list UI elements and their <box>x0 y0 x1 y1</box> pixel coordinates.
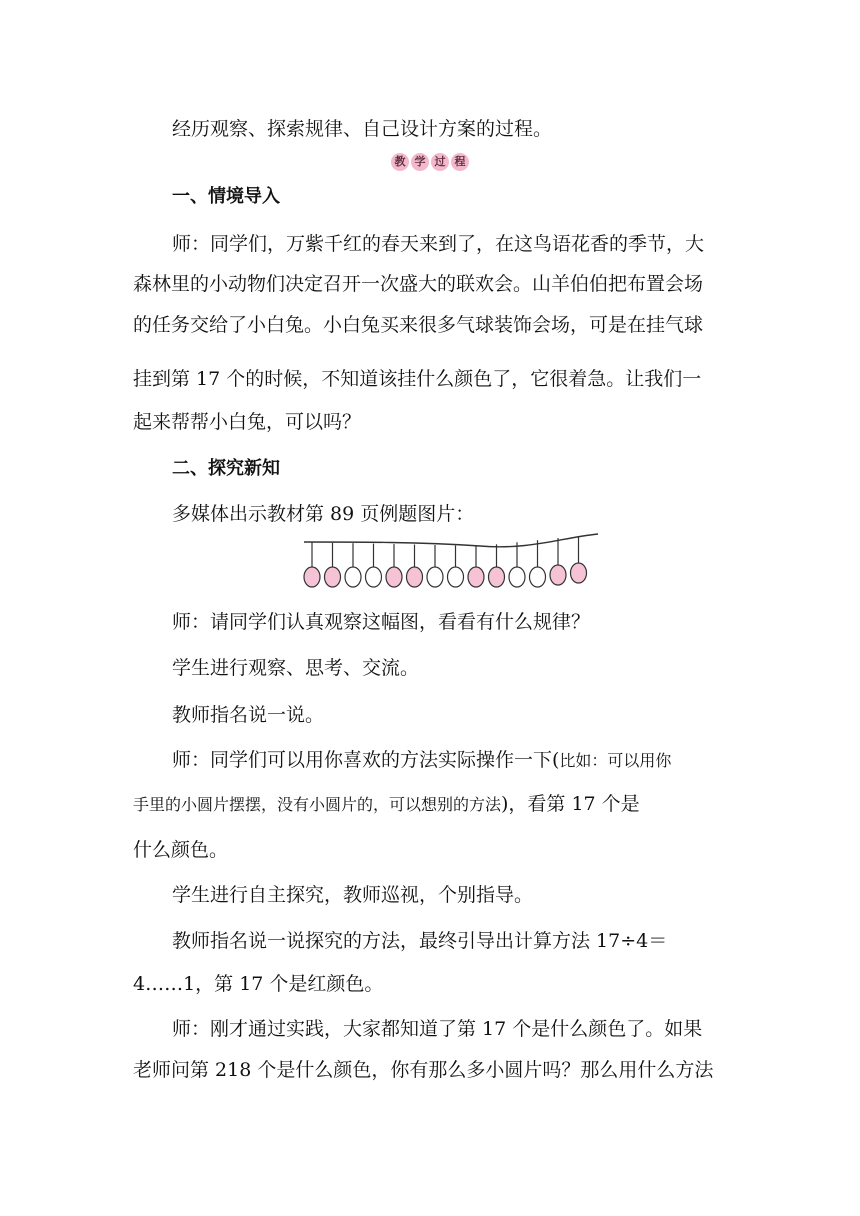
paragraph-line: 什么颜色。 <box>133 839 229 861</box>
paragraph-line <box>133 792 733 817</box>
balloon-pink <box>489 567 505 587</box>
balloon-figure <box>300 530 600 598</box>
paragraph-line: 多媒体出示教材第 89 页例题图片： <box>172 503 475 525</box>
intro-line: 经历观察、探索规律、自己设计方案的过程。 <box>172 118 553 140</box>
badge-char: 程 <box>451 153 469 171</box>
section-badge <box>0 150 860 171</box>
text-run: 师：同学们可以用你喜欢的方法实际操作一下( <box>172 749 560 771</box>
paragraph-line: 4……1，第 17 个是红颜色。 <box>133 973 384 995</box>
paragraph-line: 森林里的小动物们决定召开一次盛大的联欢会。山羊伯伯把布置会场 <box>133 273 704 295</box>
balloon-pink <box>468 567 484 587</box>
paragraph-line: 学生进行观察、思考、交流。 <box>172 657 420 679</box>
badge-char: 教 <box>391 153 409 171</box>
paragraph-line: 教师指名说一说探究的方法，最终引导出计算方法 17÷4＝ <box>172 930 668 952</box>
note-text: 比如：可以用你 <box>559 751 672 770</box>
badge-char: 过 <box>431 153 449 171</box>
paragraph-line: 起来帮帮小白兔，可以吗？ <box>133 411 362 433</box>
balloon-white <box>427 567 443 587</box>
balloon-pink <box>325 567 341 587</box>
paragraph-line: 师：刚才通过实践，大家都知道了第 17 个是什么颜色了。如果 <box>172 1018 703 1040</box>
paragraph-line: 老师问第 218 个是什么颜色，你有那么多小圆片吗？那么用什么方法 <box>133 1059 714 1081</box>
balloon-white <box>509 567 525 587</box>
paragraph-line <box>172 748 772 773</box>
balloon-white <box>345 567 361 587</box>
paragraph-line: 学生进行自主探究，教师巡视，个别指导。 <box>172 884 534 906</box>
balloon-pink <box>304 567 320 587</box>
balloon-pink <box>407 567 423 587</box>
balloon-white <box>448 567 464 587</box>
paragraph-line: 师：请同学们认真观察这幅图，看看有什么规律？ <box>172 611 591 633</box>
balloon-white <box>530 567 546 587</box>
balloon-pink <box>386 567 402 587</box>
paragraph-line: 师：同学们，万紫千红的春天来到了，在这鸟语花香的季节，大 <box>172 233 705 255</box>
paragraph-line: 挂到第 17 个的时候，不知道该挂什么颜色了，它很着急。让我们一 <box>133 368 702 390</box>
badge-char: 学 <box>411 153 429 171</box>
note-text: 手里的小圆片摆摆，没有小圆片的，可以想别的方法 <box>133 795 502 814</box>
balloon-string <box>304 534 598 547</box>
paragraph-line: 教师指名说一说。 <box>172 704 325 726</box>
balloon-pink <box>550 565 566 585</box>
text-run: )，看第 17 个是 <box>501 793 640 815</box>
paragraph-line: 的任务交给了小白兔。小白兔买来很多气球装饰会场，可是在挂气球 <box>133 314 704 336</box>
balloon-white <box>366 567 382 587</box>
section-heading-1: 一、情境导入 <box>172 186 280 207</box>
balloon-pink <box>571 563 587 583</box>
section-heading-2: 二、探究新知 <box>172 458 280 479</box>
